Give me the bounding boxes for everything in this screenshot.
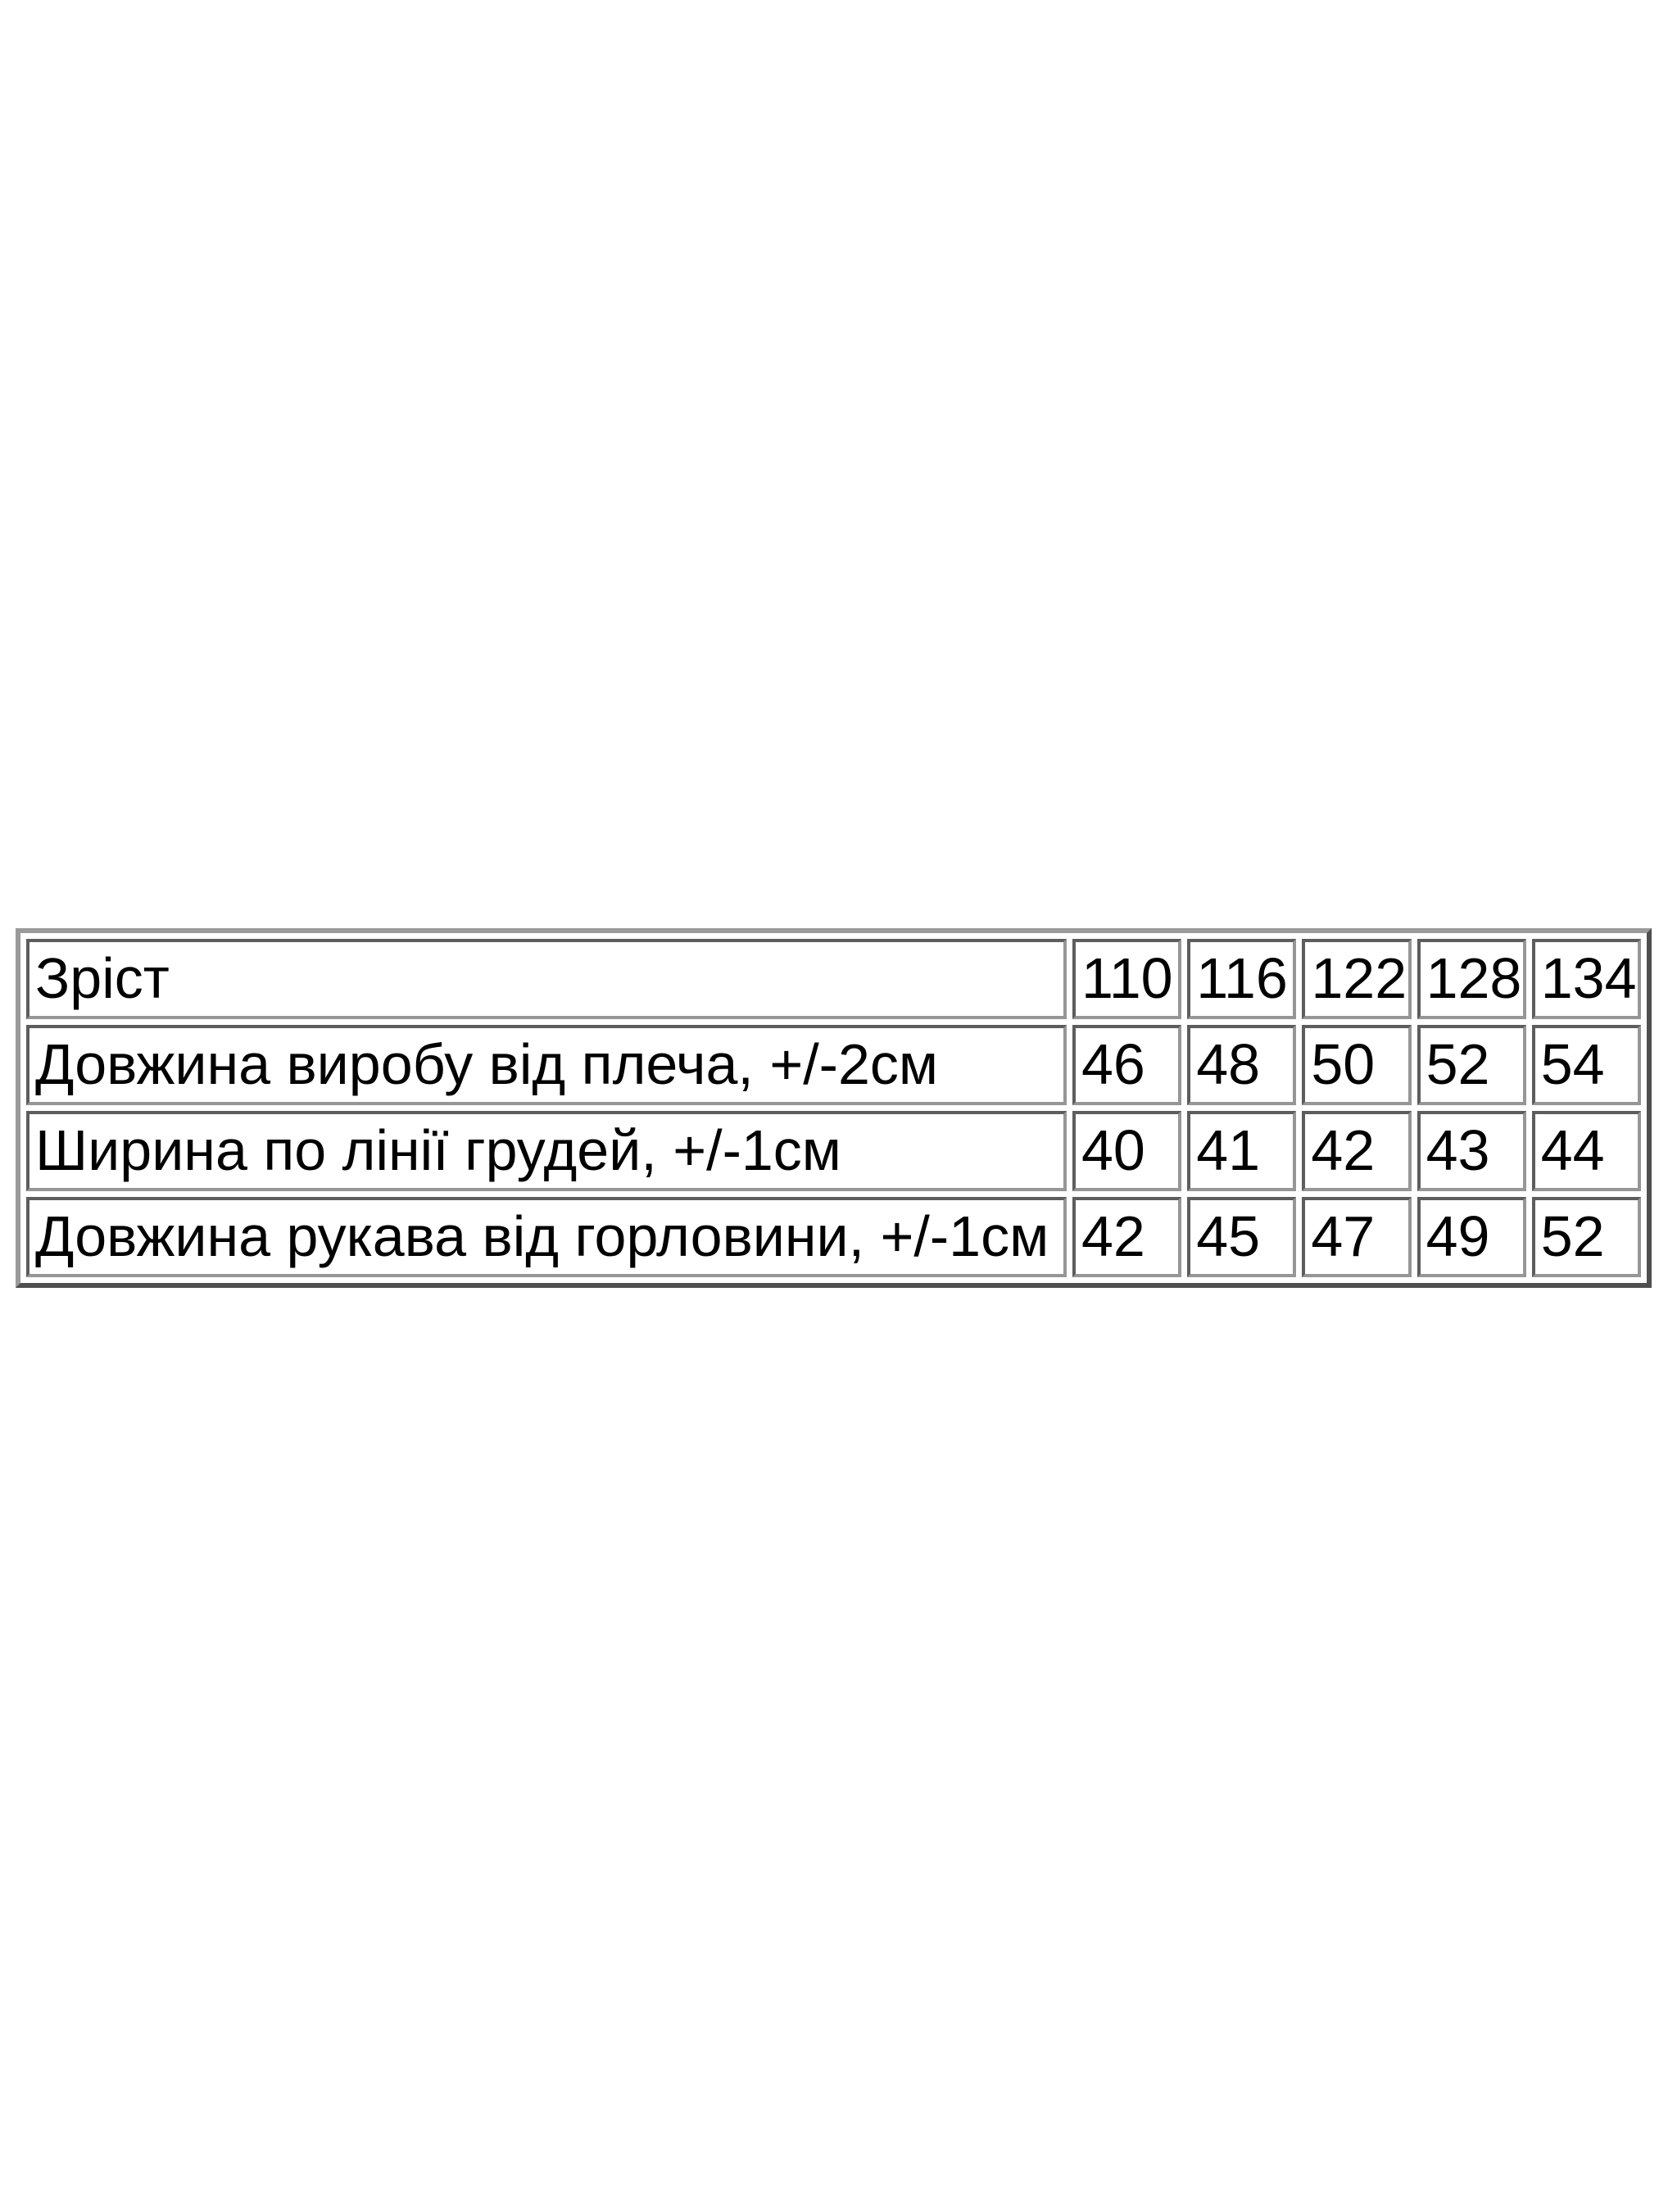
cell-sleeve-length-128: 49 bbox=[1417, 1197, 1526, 1277]
row-label-product-length: Довжина виробу від плеча, +/-2см bbox=[26, 1025, 1067, 1105]
header-size-128: 128 bbox=[1417, 939, 1526, 1019]
cell-sleeve-length-122: 47 bbox=[1302, 1197, 1411, 1277]
table-row-header bbox=[26, 939, 1641, 1019]
table-row-product-length bbox=[26, 1025, 1641, 1105]
cell-chest-width-116: 41 bbox=[1187, 1111, 1296, 1191]
cell-chest-width-128: 43 bbox=[1417, 1111, 1526, 1191]
row-label-chest-width: Ширина по лінії грудей, +/-1см bbox=[26, 1111, 1067, 1191]
cell-chest-width-122: 42 bbox=[1302, 1111, 1411, 1191]
header-size-134: 134 bbox=[1532, 939, 1641, 1019]
cell-product-length-128: 52 bbox=[1417, 1025, 1526, 1105]
cell-chest-width-134: 44 bbox=[1532, 1111, 1641, 1191]
table-row-chest-width bbox=[26, 1111, 1641, 1191]
cell-product-length-110: 46 bbox=[1072, 1025, 1181, 1105]
header-size-110: 110 bbox=[1072, 939, 1181, 1019]
table-row-sleeve-length bbox=[26, 1197, 1641, 1277]
row-label-sleeve-length: Довжина рукава від горловини, +/-1см bbox=[26, 1197, 1067, 1277]
cell-product-length-122: 50 bbox=[1302, 1025, 1411, 1105]
cell-sleeve-length-116: 45 bbox=[1187, 1197, 1296, 1277]
cell-product-length-116: 48 bbox=[1187, 1025, 1296, 1105]
cell-sleeve-length-110: 42 bbox=[1072, 1197, 1181, 1277]
cell-chest-width-110: 40 bbox=[1072, 1111, 1181, 1191]
cell-product-length-134: 54 bbox=[1532, 1025, 1641, 1105]
header-size-122: 122 bbox=[1302, 939, 1411, 1019]
header-size-116: 116 bbox=[1187, 939, 1296, 1019]
cell-sleeve-length-134: 52 bbox=[1532, 1197, 1641, 1277]
header-label-height: Зріст bbox=[26, 939, 1067, 1019]
size-chart-table bbox=[16, 928, 1652, 1288]
